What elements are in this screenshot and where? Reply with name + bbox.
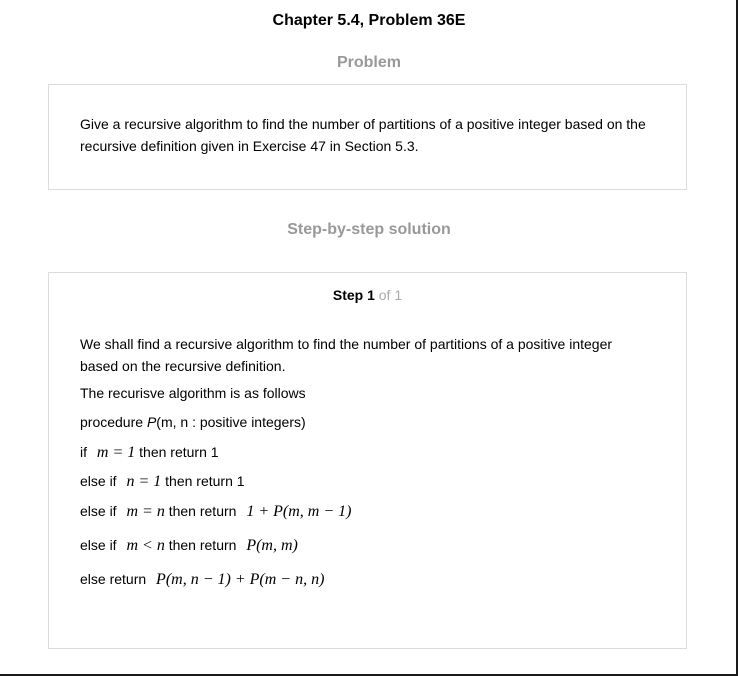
algo-expression: 1 + P(m, m − 1) xyxy=(246,503,352,520)
step-count: of 1 xyxy=(378,287,403,303)
problem-box xyxy=(48,84,687,190)
algo-line-1 xyxy=(80,444,219,462)
algo-expression: P(m, m) xyxy=(246,537,298,554)
algo-expression: P(m, n − 1) + P(m − n, n) xyxy=(156,571,325,588)
algo-condition: m < n xyxy=(126,537,165,554)
page-title: Chapter 5.4, Problem 36E xyxy=(272,12,466,29)
algo-action: then return 1 xyxy=(165,473,245,489)
solution-box xyxy=(48,272,687,649)
algo-keyword: else return xyxy=(80,571,147,587)
procedure-params: (m, n xyxy=(156,414,189,430)
algo-line-4 xyxy=(80,537,298,555)
step-heading xyxy=(49,287,686,303)
algo-action: then return xyxy=(168,503,237,519)
algo-intro: The recurisve algorithm is as follows xyxy=(80,385,306,401)
algo-action: then return xyxy=(168,537,237,553)
problem-heading: Problem xyxy=(336,54,401,71)
algo-keyword: else if xyxy=(80,503,117,519)
algo-action: then return 1 xyxy=(139,444,219,460)
algo-condition: n = 1 xyxy=(126,473,162,490)
algo-line-3 xyxy=(80,503,351,521)
algo-line-2 xyxy=(80,473,245,491)
algo-condition: m = 1 xyxy=(96,444,136,461)
procedure-rest: : positive integers) xyxy=(192,414,306,430)
step-label: Step 1 xyxy=(332,287,375,303)
intro-text: We shall find a recursive algorithm to find the number of partitions of a positive integer based on the recursive definition. xyxy=(80,336,613,374)
algo-line-5 xyxy=(80,571,324,589)
algo-condition: m = n xyxy=(126,503,165,520)
procedure-line xyxy=(80,414,306,430)
solution-heading: Step-by-step solution xyxy=(287,221,451,238)
problem-text: Give a recursive algorithm to find the number of partitions of a positive integer based on the recursive definition given in Exercise 47 in Section 5.3. xyxy=(80,116,646,154)
procedure-name: P xyxy=(146,414,157,430)
procedure-keyword: procedure xyxy=(80,414,144,430)
algo-keyword: if xyxy=(80,444,87,460)
solution-intro xyxy=(80,333,650,377)
algo-keyword: else if xyxy=(80,537,117,553)
algo-keyword: else if xyxy=(80,473,117,489)
